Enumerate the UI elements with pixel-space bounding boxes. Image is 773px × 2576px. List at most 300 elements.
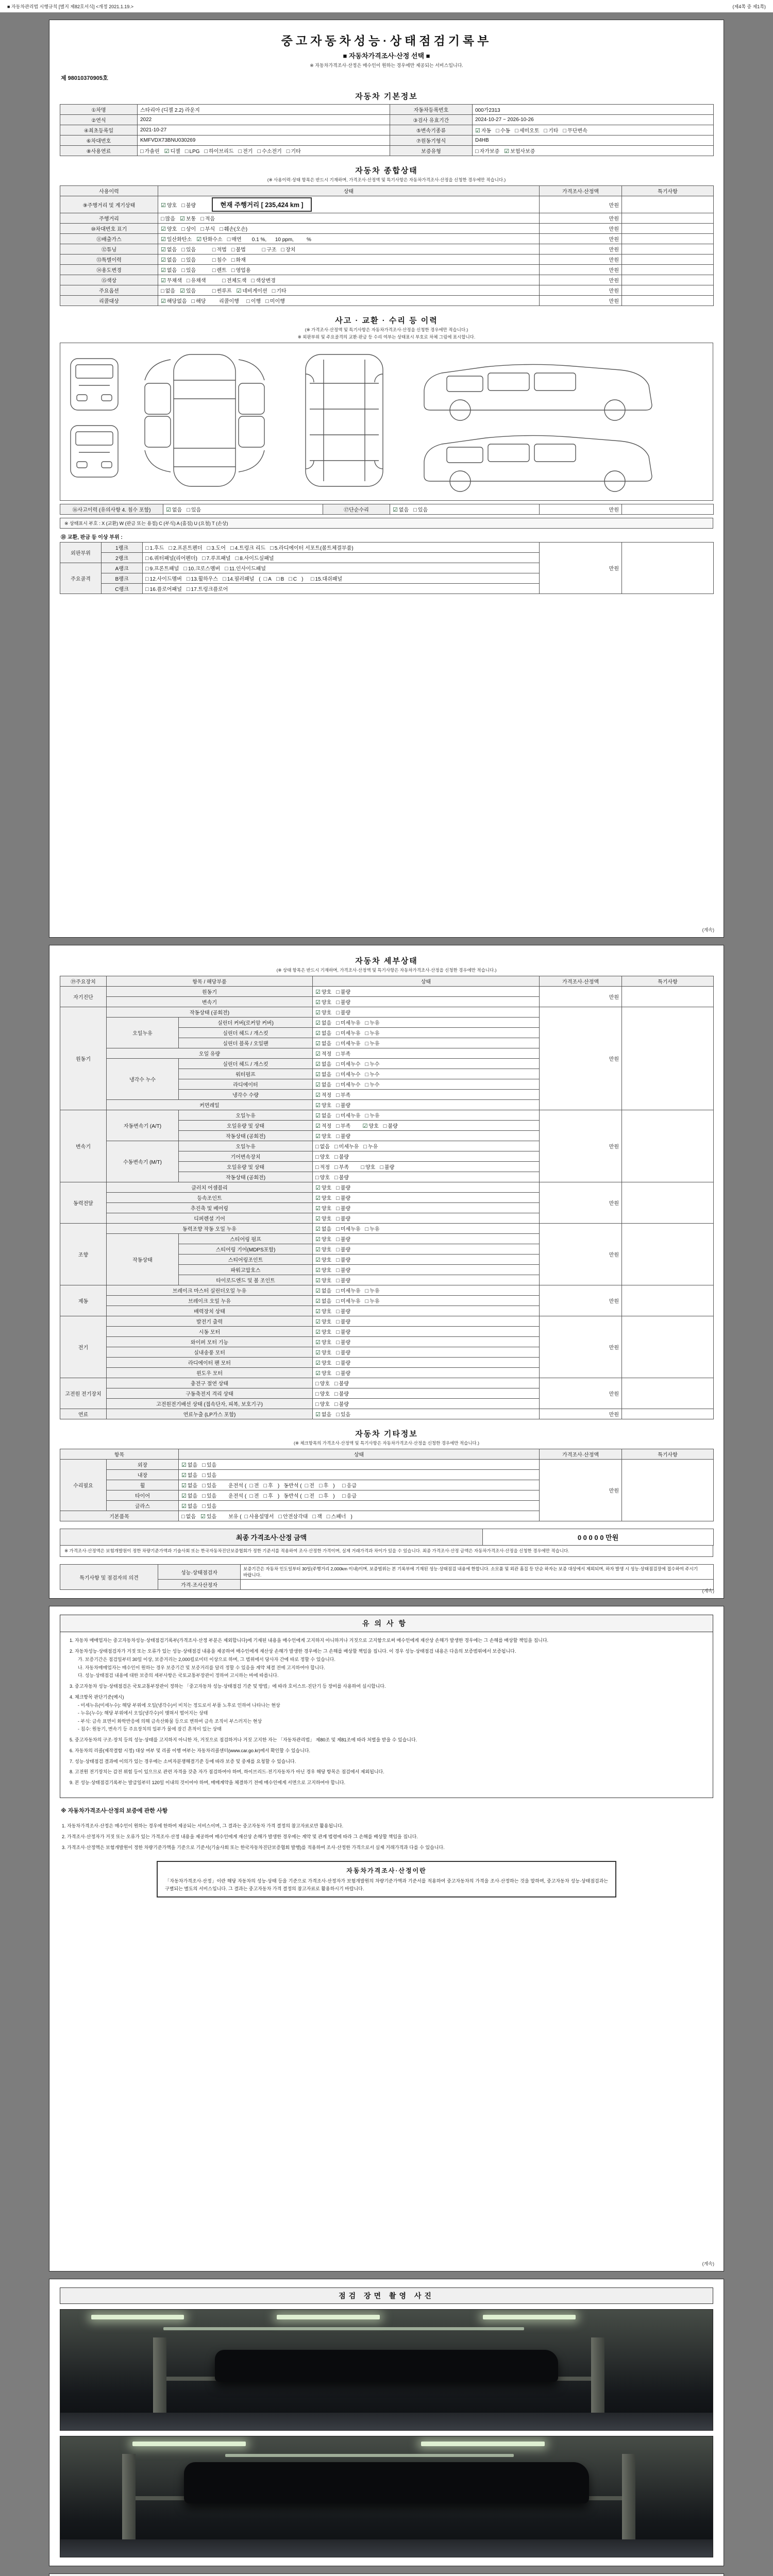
checkbox-option[interactable]: ☑ 해당없음 (161, 298, 187, 304)
checkbox-icon: □ (336, 1370, 340, 1377)
checkbox-option[interactable]: □ 부족 (336, 1123, 351, 1129)
checkbox-icon: □ (342, 1493, 346, 1499)
notice-item: 4. 체크항목 판단기준(예시) - 미세누유(미세누수): 해당 부위에 오일(냉각수)이 비치는 정도로서 부품 노후로 인하여 나타나는 현상 - 누유(누수): 해당 부위에서 오일(냉각수)이 맺혀서 떨어지는 상태 - 부식: 금속 표면이 화학반응에 의해 금속산화물 등으로 변하여 금속 조직이 부스러지는 현상 - 침수: 원동기, 변속기 등 주요장치의 일부가 물에 잠긴 흔적이 있는 상태 (70, 1694, 703, 1733)
checkbox-option[interactable]: □ 없음 (181, 1514, 196, 1520)
value-cell (622, 234, 714, 244)
ranks-heading: ⑱ 교환, 판금 등 이상 부위 : (61, 535, 123, 540)
checkbox-option[interactable]: □ 미이행 (265, 298, 285, 304)
checkbox-option[interactable]: □ 불량 (334, 1175, 349, 1181)
checkbox-option[interactable]: □ 불량 (336, 1195, 351, 1201)
checkbox-icon: □ (334, 1144, 338, 1150)
label-cell: 배력장치 상태 (107, 1306, 313, 1316)
checkbox-option[interactable]: ☑ 양호 (315, 989, 332, 995)
checkbox-option[interactable]: □ 매연 (227, 236, 242, 243)
checkbox-option[interactable]: □ 전 (249, 1493, 259, 1499)
checkbox-option[interactable]: ☑ 없음 (315, 1298, 332, 1304)
value-cell: 만원 (540, 196, 622, 213)
checkbox-option[interactable]: □ 누유 (365, 1288, 380, 1294)
checkbox-option[interactable]: □ 잭 (312, 1514, 322, 1520)
checkbox-option[interactable]: □ 불량 (336, 1247, 351, 1253)
checkbox-option[interactable]: □ 5.라디에이터 서포트(볼트체결부품) (270, 545, 354, 551)
checkbox-option[interactable]: ☑ 없음 (181, 1462, 198, 1468)
checkbox-option[interactable]: ☑ 적정 (315, 1123, 332, 1129)
value-cell: 만원 (540, 1409, 622, 1419)
checkbox-option[interactable]: □ 양호 (315, 1381, 330, 1387)
value-cell: □ 12.사이드멤버 □ 13.휠하우스 □ 14.필러패널 ( □ A □ B □ C ) □ 15.대쉬패널 (143, 573, 540, 584)
checkbox-option[interactable]: □ 불량 (336, 1206, 351, 1212)
checkbox-icon: □ (265, 298, 269, 304)
checkbox-icon: □ (336, 1082, 340, 1088)
continued-marker: (계속) (702, 927, 714, 933)
checkbox-option[interactable]: □ 있음 (202, 1462, 217, 1468)
checkbox-icon: □ (183, 566, 187, 572)
checkbox-option[interactable]: □ 불량 (334, 1401, 349, 1408)
checkbox-option[interactable]: □ 불량 (336, 1103, 351, 1109)
checkbox-option[interactable]: □ 후 (263, 1493, 273, 1499)
notice-box (60, 1615, 713, 1798)
checkbox-option[interactable]: □ 불량 (336, 1216, 351, 1222)
value-cell (313, 1378, 540, 1388)
checkbox-option[interactable]: ☑ 없음 (181, 1493, 198, 1499)
checkbox-icon: □ (230, 545, 234, 551)
checkbox-option[interactable]: ☑ 적정 (315, 1092, 332, 1098)
checkbox-option[interactable]: □ 10.크로스멤버 (183, 566, 221, 572)
checkbox-option[interactable]: ☑ 양호 (315, 1340, 332, 1346)
checkbox-option[interactable]: □ 침수 (212, 257, 227, 263)
value-cell (313, 1110, 540, 1121)
checkbox-option[interactable]: □ 해당 (191, 298, 206, 304)
checkbox-option[interactable]: ☑ 양호 (315, 1257, 332, 1263)
checkbox-option[interactable]: ☑ 양호 (315, 1236, 332, 1243)
checkbox-icon: □ (202, 1503, 206, 1510)
checkbox-option[interactable]: □ 미세누수 (336, 1082, 361, 1088)
checkbox-option[interactable]: □ 불량 (181, 202, 196, 209)
checkbox-option[interactable]: □ 11.인사이드패널 (225, 566, 266, 572)
checkbox-icon: □ (257, 148, 261, 155)
checkbox-checked-icon: ☑ (315, 1226, 321, 1232)
checkbox-option[interactable]: □ 2.프론트펜더 (169, 545, 203, 551)
checkbox-option[interactable]: ☑ 없음 (166, 507, 182, 513)
checkbox-option[interactable]: □ 불량 (336, 1360, 351, 1366)
checkbox-checked-icon: ☑ (315, 1360, 321, 1366)
checkbox-option[interactable]: □ 화재 (231, 257, 246, 263)
checkbox-option[interactable]: □ 누유 (365, 1041, 380, 1047)
checkbox-option[interactable]: ☑ 탄화수소 (196, 236, 223, 243)
checkbox-option[interactable]: □ 부족 (336, 1092, 351, 1098)
form-reference-strip (0, 0, 773, 12)
checkbox-option[interactable]: □ 미세누유 (336, 1288, 361, 1294)
checkbox-option[interactable]: ☑ 없음 (315, 1226, 332, 1232)
checkbox-option[interactable]: □ 불량 (336, 1236, 351, 1243)
checkbox-icon: □ (181, 226, 185, 232)
checkbox-option[interactable]: □ 미세누수 (336, 1061, 361, 1067)
checkbox-option[interactable]: ☑ 적정 (315, 1051, 332, 1057)
checkbox-option[interactable]: □ 있음 (202, 1483, 217, 1489)
checkbox-option[interactable]: ☑ 일산화탄소 (161, 236, 192, 243)
checkbox-option[interactable]: ☑ 양호 (315, 1309, 332, 1315)
checkbox-option[interactable]: □ 썬루프 (212, 288, 232, 294)
checkbox-option[interactable]: □ 적음 (200, 216, 215, 222)
checkbox-checked-icon: ☑ (161, 236, 166, 243)
checkbox-option[interactable]: □ 전 (305, 1483, 314, 1489)
section-overall-condition (60, 163, 713, 306)
checkbox-option[interactable]: □ 사용설명서 (244, 1514, 274, 1520)
checkbox-option[interactable]: ☑ 없음 (393, 507, 409, 513)
checkbox-option[interactable]: □ 미세누유 (336, 1226, 361, 1232)
checkbox-option[interactable]: □ 미세누유 (336, 1030, 361, 1037)
checkbox-option[interactable]: □ 불량 (336, 1350, 351, 1356)
checkbox-option[interactable]: □ 기타 (272, 288, 287, 294)
checkbox-option[interactable]: □ 누수 (365, 1061, 380, 1067)
value-cell (622, 296, 714, 306)
checkbox-option[interactable]: □ 불량 (336, 989, 351, 995)
checkbox-option[interactable]: □ 양호 (315, 1175, 330, 1181)
checkbox-option[interactable]: □ 불량 (380, 1164, 395, 1171)
checkbox-option[interactable]: ☑ 없음 (161, 247, 177, 253)
checkbox-option[interactable]: ☑ 없음 (315, 1041, 332, 1047)
checkbox-option[interactable]: □ 렌트 (212, 267, 227, 274)
checkbox-option[interactable]: ☑ 양호 (315, 1010, 332, 1016)
label-cell: 스티어링 펌프 (179, 1234, 313, 1244)
checkbox-option[interactable]: □ 있음 (413, 507, 428, 513)
checkbox-option[interactable]: ☑ 양호 (315, 1360, 332, 1366)
checkbox-option[interactable]: □ 응급 (342, 1493, 357, 1499)
checkbox-option[interactable]: □ 전 (249, 1483, 259, 1489)
value-cell (622, 213, 714, 224)
value-cell: 만원 (540, 504, 622, 515)
checkbox-option[interactable]: □ 있음 (202, 1472, 217, 1479)
value-cell: □ 없음 ☑ 있음 보유 ( □ 사용설명서 □ 안전삼각대 □ 잭 □ 스패너 ) (179, 1511, 540, 1521)
checkbox-option[interactable]: ☑ 양호 (161, 202, 177, 209)
checkbox-option[interactable]: □ 미세누유 (336, 1020, 361, 1026)
checkbox-option[interactable]: □ LPG (184, 148, 200, 155)
checkbox-option[interactable]: ☑ 양호 (315, 1216, 332, 1222)
checkbox-option[interactable]: □ 불량 (336, 1257, 351, 1263)
checkbox-option[interactable]: □ 불량 (336, 1370, 351, 1377)
checkbox-option[interactable]: ☑ 디젤 (164, 148, 180, 155)
checkbox-option[interactable]: ☑ 자동 (475, 128, 492, 134)
value-cell (313, 1090, 540, 1100)
checkbox-option[interactable]: □ 누수 (365, 1072, 380, 1078)
page-number-label: (제4쪽 중 제1쪽) (732, 4, 766, 9)
checkbox-option[interactable]: □ 불량 (336, 1267, 351, 1274)
checkbox-option[interactable]: □ 있음 (181, 247, 196, 253)
checkbox-option[interactable]: □ 14.필러패널 (223, 576, 255, 582)
value-cell: 000가2313 (473, 105, 714, 115)
checkbox-option[interactable]: ☑ 있음 (200, 1514, 217, 1520)
checkbox-option[interactable]: □ 적정 (315, 1164, 330, 1171)
checkbox-option[interactable]: □ 수소전기 (257, 148, 282, 155)
checkbox-option[interactable]: □ 불량 (383, 1123, 398, 1129)
checkbox-option[interactable]: □ 누유 (365, 1020, 380, 1026)
checkbox-option[interactable]: □ 부족 (336, 1051, 351, 1057)
checkbox-icon: □ (246, 298, 250, 304)
checkbox-option[interactable]: ☑ 양호 (161, 226, 177, 232)
checkbox-option[interactable]: □ 구조 (262, 247, 277, 253)
section-accident-history (60, 313, 713, 594)
checkbox-option[interactable]: ☑ 양호 (315, 1278, 332, 1284)
checkbox-option[interactable]: □ 있음 (181, 267, 196, 274)
checkbox-checked-icon: ☑ (179, 216, 185, 222)
checkbox-option[interactable]: ☑ 양호 (315, 1206, 332, 1212)
checkbox-option[interactable]: □ 누수 (365, 1082, 380, 1088)
checkbox-icon: □ (184, 148, 189, 155)
checkbox-option[interactable]: □ 후 (318, 1483, 329, 1489)
label-cell: 실린더 블록 / 오일팬 (179, 1038, 313, 1048)
checkbox-option[interactable]: ☑ 양호 (315, 999, 332, 1006)
checkbox-option[interactable]: ☑ 무채색 (161, 278, 182, 284)
label-cell: ⑥차대번호 (60, 135, 138, 146)
value-cell (622, 1409, 714, 1419)
label-cell: 작동상태 (공회전) (179, 1131, 313, 1141)
checkbox-option[interactable]: □ 불량 (334, 1381, 349, 1387)
checkbox-option[interactable]: □ 영업용 (231, 267, 251, 274)
checkbox-option[interactable]: □ 없음 (315, 1144, 330, 1150)
checkbox-option[interactable]: ☑ 있음 (179, 288, 196, 294)
checkbox-option[interactable]: □ 전 (305, 1493, 314, 1499)
checkbox-option[interactable]: □ 누유 (363, 1144, 378, 1150)
checkbox-option[interactable]: □ 상이 (181, 226, 196, 232)
checkbox-option[interactable]: □ 17.트렁크플로어 (186, 586, 228, 592)
etc-note: (※ 체크항목의 가격조사·산정액 및 특기사항은 자동차가격조사·산정을 신청한 경우에만 적습니다.) (294, 1440, 479, 1446)
checkbox-option[interactable]: □ 양호 (315, 1154, 330, 1160)
value-cell (179, 1501, 540, 1511)
checkbox-option[interactable]: □ 응급 (342, 1483, 357, 1489)
checkbox-option[interactable]: □ 유채색 (186, 278, 206, 284)
checkbox-checked-icon: ☑ (315, 1267, 321, 1274)
checkbox-option[interactable]: □ 불량 (336, 1278, 351, 1284)
checkbox-checked-icon: ☑ (161, 298, 166, 304)
checkbox-option[interactable]: □ A (263, 576, 272, 582)
checkbox-checked-icon: ☑ (161, 202, 166, 209)
checkbox-option[interactable]: □ 15.대쉬패널 (310, 576, 343, 582)
overall-note: (※ 사용이력·상태 항목은 반드시 기재하며, 가격조사·산정액 및 특기사항은 자동차가격조사·산정을 신청한 경우에만 적습니다.) (267, 177, 506, 182)
checkbox-option[interactable]: ☑ 없음 (315, 1061, 332, 1067)
checkbox-option[interactable]: □ 불량 (336, 999, 351, 1006)
checkbox-option[interactable]: □ 부식 (200, 226, 215, 232)
checkbox-option[interactable]: ☑ 양호 (315, 1247, 332, 1253)
checkbox-option[interactable]: □ 8.사이드실패널 (235, 555, 274, 562)
checkbox-option[interactable]: ☑ 양호 (315, 1103, 332, 1109)
checkbox-option[interactable]: □ 미세누유 (336, 1113, 361, 1119)
checkbox-option[interactable]: □ 불량 (334, 1391, 349, 1397)
checkbox-option[interactable]: □ 3.도어 (207, 545, 226, 551)
label-cell: 조향 (60, 1224, 107, 1285)
checkbox-checked-icon: ☑ (181, 1472, 187, 1479)
checkbox-option[interactable]: □ 불량 (336, 1319, 351, 1325)
checkbox-option[interactable]: □ 양호 (315, 1401, 330, 1408)
label-cell: 타이로드엔드 및 볼 조인트 (179, 1275, 313, 1285)
checkbox-option[interactable]: □ 7.루프패널 (201, 555, 231, 562)
checkbox-option[interactable]: ☑ 양호 (315, 1185, 332, 1191)
value-cell: 만원 (540, 1378, 622, 1409)
page-3 (49, 1606, 724, 2272)
checkbox-option[interactable]: □ 장치 (281, 247, 296, 253)
checkbox-option[interactable]: ☑ 보험사보증 (504, 148, 535, 155)
checkbox-icon: □ (145, 566, 149, 572)
checkbox-option[interactable]: □ 후 (263, 1483, 273, 1489)
checkbox-checked-icon: ☑ (475, 128, 480, 134)
checkbox-option[interactable]: □ 6.쿼터패널(리어펜더) (145, 555, 197, 562)
checkbox-option[interactable]: ☑ 없음 (161, 257, 177, 263)
checkbox-icon: □ (251, 278, 255, 284)
checkbox-option[interactable]: □ 13.휠하우스 (186, 576, 219, 582)
checkbox-option[interactable]: ☑ 양호 (315, 1370, 332, 1377)
checkbox-option[interactable]: ☑ 양호 (315, 1133, 332, 1140)
label-cell: 자동차등록번호 (390, 105, 473, 115)
checkbox-option[interactable]: □ 미세누유 (336, 1041, 361, 1047)
value-cell (622, 1224, 714, 1285)
checkbox-option[interactable]: □ 무단변속 (563, 128, 587, 134)
label-cell: 파워고압호스 (179, 1265, 313, 1275)
checkbox-option[interactable]: ☑ 양호 (315, 1350, 332, 1356)
checkbox-option[interactable]: □ 1.후드 (145, 545, 164, 551)
label-cell: ⑪배출가스 (60, 234, 158, 244)
checkbox-option[interactable]: □ 누유 (365, 1226, 380, 1232)
checkbox-checked-icon: ☑ (315, 1092, 321, 1098)
checkbox-icon: □ (336, 1185, 340, 1191)
checkbox-option[interactable]: □ 전기 (238, 148, 253, 155)
checkbox-option[interactable]: □ 불법 (231, 247, 246, 253)
checkbox-option[interactable]: □ 기타 (286, 148, 301, 155)
checkbox-option[interactable]: □ 하이브리드 (204, 148, 234, 155)
checkbox-icon: □ (223, 576, 226, 582)
checkbox-option[interactable]: □ 불량 (336, 1309, 351, 1315)
checkbox-option[interactable]: ☑ 양호 (315, 1195, 332, 1201)
checkbox-option[interactable]: □ 있음 (187, 507, 201, 513)
checkbox-option[interactable]: □ 9.프론트패널 (145, 566, 179, 572)
checkbox-icon: □ (140, 148, 144, 155)
final-price-table-host (60, 1529, 713, 1546)
checkbox-option[interactable]: ☑ 없음 (315, 1412, 332, 1418)
checkbox-option[interactable]: ☑ 없음 (315, 1030, 332, 1037)
checkbox-option[interactable]: □ 많음 (161, 216, 175, 222)
label-cell: ①차명 (60, 105, 138, 115)
checkbox-option[interactable]: □ C (289, 576, 297, 582)
checkbox-option[interactable]: ☑ 양호 (315, 1267, 332, 1274)
notice-item: 1. 자동차 매매업자는 중고자동차성능·상태점검기록부(가격조사·산정 부분은 제외합니다)에 기재된 내용을 매수인에게 고지하지 아니하거나 거짓으로 고지함으로써 매수인에게 재산상 손해가 발생한 경우에는 그 손해를 배상할 책임을 집니다. (70, 1638, 549, 1643)
label-cell: ⑨주행거리 및 계기상태 (60, 196, 158, 213)
checkbox-icon: □ (231, 247, 235, 253)
checkbox-option[interactable]: □ 훼손(오손) (220, 226, 248, 232)
checkbox-option[interactable]: □ 부족 (334, 1164, 349, 1171)
document-note: ※ 자동차가격조사·산정은 매수인이 원하는 경우에만 제공되는 서비스입니다. (310, 63, 463, 68)
value-cell: 만원 (540, 296, 622, 306)
value-cell: 2022 (138, 115, 390, 125)
checkbox-option[interactable]: □ 불량 (334, 1154, 349, 1160)
checkbox-option[interactable]: ☑ 없음 (315, 1072, 332, 1078)
label-cell: 수동변속기 (M/T) (107, 1141, 179, 1182)
checkbox-option[interactable]: ☑ 없음 (315, 1082, 332, 1088)
checkbox-option[interactable]: ☑ 없음 (315, 1288, 332, 1294)
checkbox-option[interactable]: □ 불량 (336, 1133, 351, 1140)
value-cell (158, 285, 540, 296)
checkbox-option[interactable]: □ 안전삼각대 (278, 1514, 308, 1520)
checkbox-option[interactable]: □ 이행 (246, 298, 261, 304)
checkbox-icon: □ (336, 1412, 340, 1418)
checkbox-option[interactable]: □ 적법 (212, 247, 227, 253)
checkbox-option[interactable]: □ 12.사이드멤버 (145, 576, 182, 582)
value-cell (313, 1028, 540, 1038)
checkbox-option[interactable]: □ 없음 (161, 288, 175, 294)
checkbox-option[interactable]: □ 양호 (361, 1164, 376, 1171)
checkbox-option[interactable]: □ 불량 (336, 1185, 351, 1191)
checkbox-option[interactable]: □ 16.플로어패널 (145, 586, 182, 592)
checkbox-option[interactable]: ☑ 양호 (362, 1123, 379, 1129)
checkbox-icon: □ (276, 576, 280, 582)
checkbox-option[interactable]: □ 불량 (336, 1340, 351, 1346)
checkbox-option[interactable]: ☑ 없음 (315, 1113, 332, 1119)
checkbox-option[interactable]: □ 기타 (544, 128, 559, 134)
checkbox-icon: □ (336, 1319, 340, 1325)
checkbox-option[interactable]: □ 세미오토 (515, 128, 540, 134)
label-cell: 추진축 및 베어링 (107, 1203, 313, 1213)
label-cell: 실린더 헤드 / 개스킷 (179, 1028, 313, 1038)
value-cell: 0 0 0 0 0 만원 (483, 1529, 714, 1546)
checkbox-option[interactable]: □ 스패너 (326, 1514, 346, 1520)
value-cell (313, 1131, 540, 1141)
checkbox-option[interactable]: □ 미세누수 (336, 1072, 361, 1078)
checkbox-option[interactable]: ☑ 양호 (315, 1319, 332, 1325)
checkbox-option[interactable]: □ 있음 (336, 1412, 351, 1418)
value-cell: 만원 (540, 987, 622, 1007)
signature-box (49, 2574, 724, 2576)
checkbox-option[interactable]: ☑ 네비게이션 (236, 288, 267, 294)
checkbox-option[interactable]: □ 가솔린 (140, 148, 160, 155)
label-cell: 특기사항 및 점검자의 의견 (60, 1564, 158, 1590)
checkbox-option[interactable]: □ 미세누유 (336, 1298, 361, 1304)
checkbox-checked-icon: ☑ (161, 278, 166, 284)
label-cell: 휠 (107, 1480, 179, 1490)
value-cell (179, 1460, 540, 1470)
value-cell (158, 244, 540, 255)
checkbox-option[interactable]: □ B (276, 576, 284, 582)
page-2 (49, 945, 724, 1599)
checkbox-option[interactable]: □ 누유 (365, 1298, 380, 1304)
checkbox-option[interactable]: ☑ 없음 (161, 267, 177, 274)
checkbox-icon: □ (289, 576, 292, 582)
checkbox-option[interactable]: ☑ 없음 (181, 1503, 198, 1510)
checkbox-option[interactable]: ☑ 없음 (181, 1483, 198, 1489)
notice-subitem: - 누유(누수): 해당 부위에서 오일(냉각수)이 맺혀서 떨어지는 상태 (78, 1710, 208, 1716)
checkbox-option[interactable]: □ 있음 (202, 1493, 217, 1499)
checkbox-option[interactable]: □ 양호 (315, 1391, 330, 1397)
checkbox-option[interactable]: ☑ 양호 (315, 1329, 332, 1335)
checkbox-option[interactable]: ☑ 보통 (179, 216, 196, 222)
label-cell: 발전기 출력 (107, 1316, 313, 1327)
checkbox-option[interactable]: □ 미세누유 (334, 1144, 359, 1150)
checkbox-option[interactable]: □ 누유 (365, 1113, 380, 1119)
checkbox-option[interactable]: □ 자가보증 (475, 148, 500, 155)
checkbox-option[interactable]: □ 4.트렁크 리드 (230, 545, 266, 551)
checkbox-option[interactable]: □ 후 (318, 1493, 329, 1499)
checkbox-option[interactable]: □ 불량 (336, 1329, 351, 1335)
checkbox-icon: □ (278, 1514, 282, 1520)
checkbox-icon: □ (336, 1051, 340, 1057)
checkbox-option[interactable]: ☑ 없음 (315, 1020, 332, 1026)
checkbox-option[interactable]: □ 불량 (336, 1010, 351, 1016)
checkbox-option[interactable]: □ 전체도색 (222, 278, 247, 284)
value-cell (313, 1172, 540, 1182)
checkbox-option[interactable]: □ 색상변경 (251, 278, 276, 284)
section-basic-info (60, 89, 713, 156)
checkbox-option[interactable]: □ 수동 (496, 128, 511, 134)
label-cell: 실내송풍 모터 (107, 1347, 313, 1358)
checkbox-option[interactable]: □ 누유 (365, 1030, 380, 1037)
checkbox-option[interactable]: □ 있음 (181, 257, 196, 263)
checkbox-option[interactable]: ☑ 없음 (181, 1472, 198, 1479)
checkbox-option[interactable]: □ 있음 (202, 1503, 217, 1510)
